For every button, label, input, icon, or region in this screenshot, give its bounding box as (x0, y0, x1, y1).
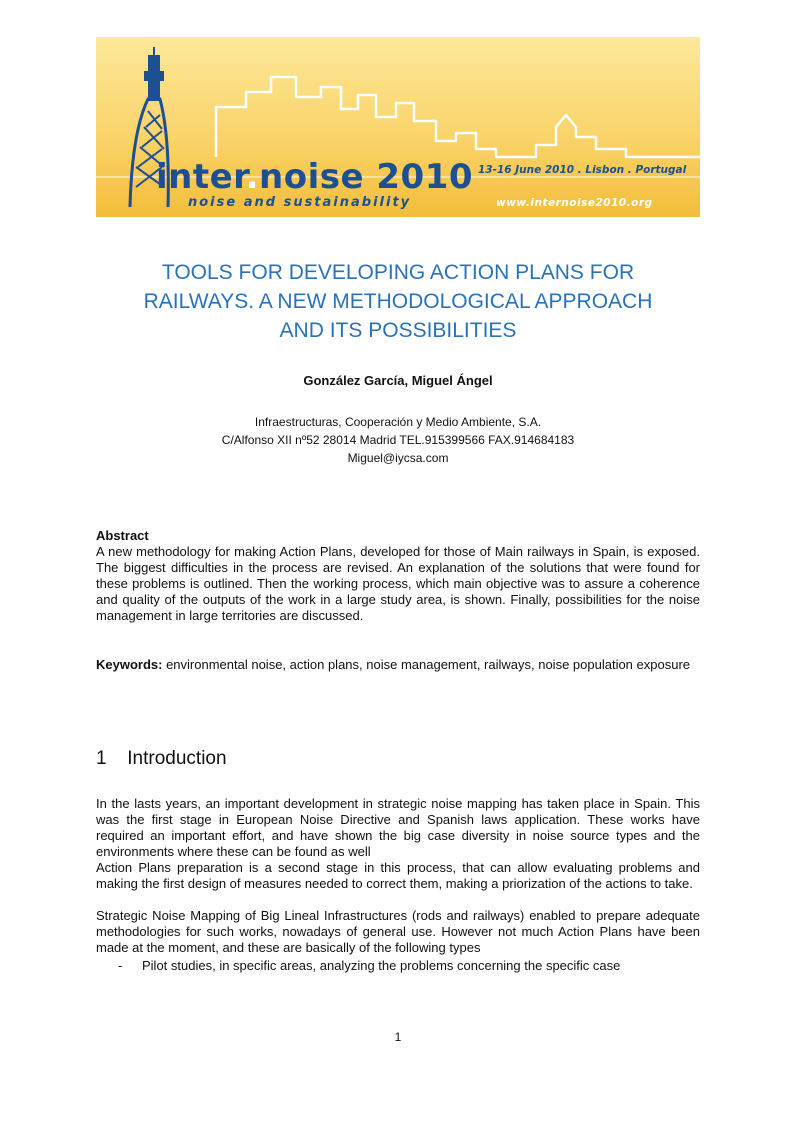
brand-dot: . (245, 157, 260, 197)
affiliation (96, 413, 700, 467)
brand-word: noise (259, 157, 365, 197)
bullet-text: Pilot studies, in specific areas, analyzing the problems concerning the specific case (142, 958, 621, 973)
title-line: TOOLS FOR DEVELOPING ACTION PLANS FOR (161, 261, 635, 284)
section-number: 1 (96, 748, 107, 769)
title-line: AND ITS POSSIBILITIES (279, 319, 517, 342)
intro-paragraph: In the lasts years, an important development in strategic noise mapping has taken place in Spain. This was the first stage in European Noise Directive and Spanish laws application. These works have required an important effort, and have shown the big case diversity in noise source types and the environments where these can be found as well (96, 796, 700, 859)
author-name: González García, Miguel Ángel (303, 373, 493, 388)
title-line: RAILWAYS. A NEW METHODOLOGICAL APPROACH (143, 290, 653, 313)
keywords-text: environmental noise, action plans, noise management, railways, noise population exposure (162, 657, 691, 672)
author-email: Miguel@iycsa.com (347, 451, 449, 465)
brand-year: 2010 (376, 157, 474, 197)
list-item (118, 958, 620, 974)
intro-paragraph: Strategic Noise Mapping of Big Lineal Infrastructures (rods and railways) enabled to prepare adequate methodologies for such works, nowadays of general use. However not much Action Plans have been made at the moment, and these are basically of the following types (96, 908, 700, 955)
section-title: Introduction (127, 748, 227, 769)
affiliation-line: Infraestructuras, Cooperación y Medio Ambiente, S.A. (254, 415, 542, 429)
intro-paragraph: Action Plans preparation is a second stage in this process, that can allow evaluating problems and making the first design of measures needed to correct them, making a priorization of the actions to take. (96, 860, 700, 891)
section-heading (96, 748, 227, 770)
conference-logo-text (156, 157, 473, 197)
keywords (96, 657, 700, 673)
paper-title (96, 258, 700, 345)
keywords-label: Keywords: (96, 657, 163, 672)
skyline-outline (216, 77, 700, 157)
conference-banner (96, 37, 700, 217)
page-number: 1 (394, 1030, 402, 1044)
abstract-text: A new methodology for making Action Plans, developed for those of Main railways in Spain, is exposed. The biggest difficulties in the process are revised. An explanation of the solutions that were found for these problems is outlined. Then the working process, which main objective was to assure a coherence and quality of the outputs of the work in a large study area, is shown. Finally, possibilities for the noise management in large territories are discussed. (96, 544, 700, 623)
bullet-dash: - (118, 958, 123, 973)
brand-prefix: inter (156, 157, 246, 197)
affiliation-line: C/Alfonso XII nº52 28014 Madrid TEL.915399566 FAX.914684183 (221, 433, 575, 447)
conference-dates: 13-16 June 2010 . Lisbon . Portugal (478, 164, 687, 176)
conference-tagline: noise and sustainability (188, 195, 412, 210)
conference-url: www.internoise2010.org (496, 197, 653, 209)
abstract-heading: Abstract (96, 528, 149, 543)
